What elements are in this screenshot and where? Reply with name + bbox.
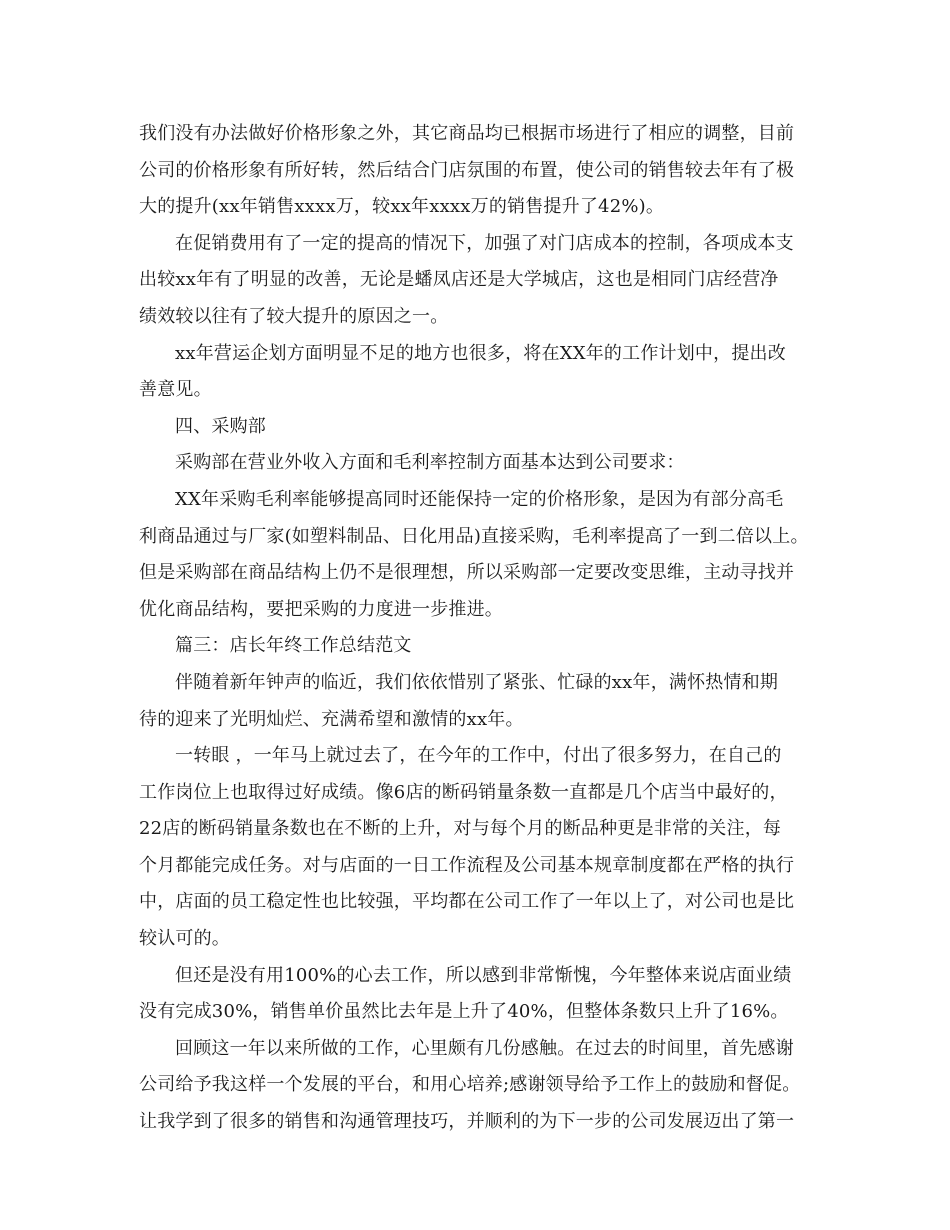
- text-line: 出较xx年有了明显的改善，无论是蟠凤店还是大学城店，这也是相同门店经营净: [139, 269, 779, 291]
- text-line: 采购部在营业外收入方面和毛利率控制方面基本达到公司要求：: [175, 452, 685, 474]
- text-line: 中，店面的员工稳定性也比较强，平均都在公司工作了一年以上了，对公司也是比: [139, 891, 795, 913]
- text-line: 利商品通过与厂家(如塑料制品、日化用品)直接采购，毛利率提高了一到二倍以上。: [139, 525, 809, 547]
- text-line: 22店的断码销量条数也在不断的上升，对与每个月的断品种更是非常的关注，每: [139, 818, 782, 840]
- text-line: 个月都能完成任务。对与店面的一日工作流程及公司基本规章制度都在严格的执行: [139, 854, 795, 876]
- text-line: 较认可的。: [139, 928, 230, 950]
- text-line: 绩效较以往有了较大提升的原因之一。: [139, 305, 449, 327]
- text-line: 伴随着新年钟声的临近，我们依依惜别了紧张、忙碌的xx年，满怀热情和期: [175, 671, 779, 693]
- text-line: 公司给予我这样一个发展的平台，和用心培养;感谢领导给予工作上的鼓励和督促。: [139, 1074, 801, 1096]
- text-line: 在促销费用有了一定的提高的情况下，加强了对门店成本的控制，各项成本支: [175, 232, 794, 254]
- text-line: 但是采购部在商品结构上仍不是很理想，所以采购部一定要改变思维，主动寻找并: [139, 562, 795, 584]
- text-line: 优化商品结构，要把采购的力度进一步推进。: [139, 598, 503, 620]
- text-line: 善意见。: [139, 379, 212, 401]
- text-line: 我们没有办法做好价格形象之外，其它商品均已根据市场进行了相应的调整，目前: [139, 123, 795, 144]
- text-line: 大的提升(xx年销售xxxx万，较xx年xxxx万的销售提升了42%)。: [139, 196, 665, 218]
- document-body: [139, 116, 819, 1141]
- text-line: 让我学到了很多的销售和沟通管理技巧，并顺利的为下一步的公司发展迈出了第一: [139, 1111, 795, 1133]
- text-line: 工作岗位上也取得过好成绩。像6店的断码销量条数一直都是几个店当中最好的，: [139, 781, 788, 803]
- text-line: 四、采购部: [175, 415, 266, 437]
- text-line: 没有完成30%，销售单价虽然比去年是上升了40%，但整体条数只上升了16%。: [139, 1001, 789, 1023]
- text-line: 篇三：店长年终工作总结范文: [175, 635, 412, 657]
- text-line: 但还是没有用100%的心去工作，所以感到非常惭愧，今年整体来说店面业绩: [175, 964, 792, 986]
- text-line: 回顾这一年以来所做的工作，心里颇有几份感触。在过去的时间里，首先感谢: [175, 1037, 794, 1059]
- text-line: 一转眼 ，一年马上就过去了，在今年的工作中，付出了很多努力，在自己的: [175, 745, 782, 767]
- text-line: xx年营运企划方面明显不足的地方也很多，将在XX年的工作计划中，提出改: [175, 342, 786, 364]
- text-line: 公司的价格形象有所好转，然后结合门店氛围的布置，使公司的销售较去年有了极: [139, 159, 795, 181]
- text-line: 待的迎来了光明灿烂、充满希望和激情的xx年。: [139, 708, 524, 730]
- text-line: XX年采购毛利率能够提高同时还能保持一定的价格形象，是因为有部分高毛: [175, 488, 784, 510]
